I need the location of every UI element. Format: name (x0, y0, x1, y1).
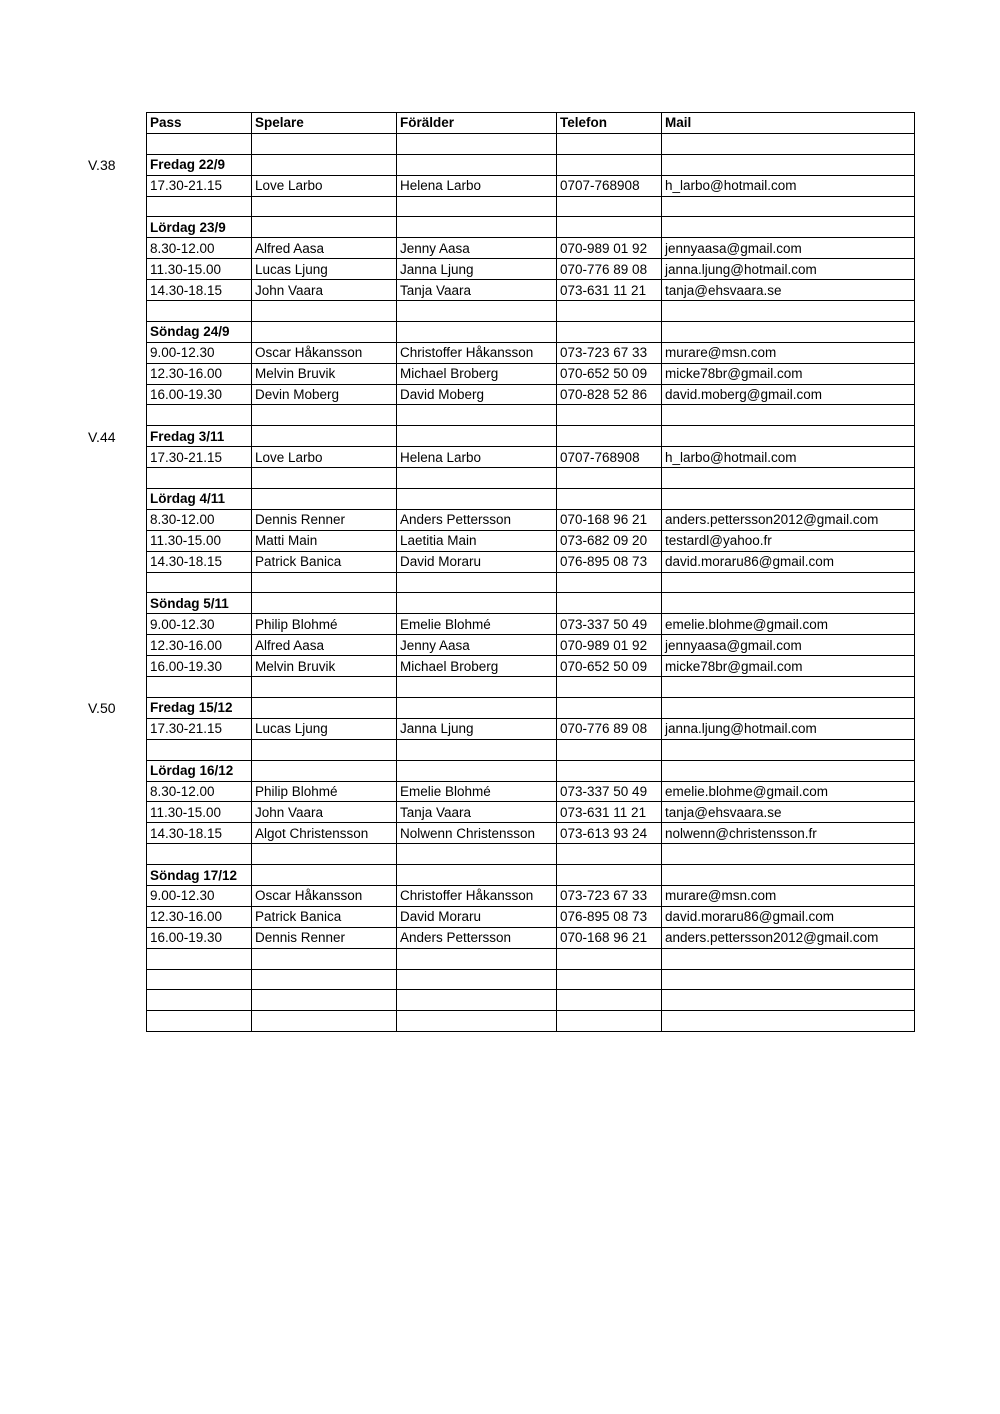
empty-cell (557, 321, 662, 342)
blank-row (147, 677, 915, 698)
cell-parent: Anders Pettersson (397, 509, 557, 530)
cell-player: Oscar Håkansson (252, 885, 397, 906)
cell-mail: david.moberg@gmail.com (662, 384, 915, 405)
cell-player: Devin Moberg (252, 384, 397, 405)
cell-phone: 073-337 50 49 (557, 781, 662, 802)
cell-pass: 12.30-16.00 (147, 906, 252, 927)
empty-cell (662, 426, 915, 447)
empty-cell (662, 572, 915, 593)
empty-cell (252, 865, 397, 886)
cell-parent: Jenny Aasa (397, 635, 557, 656)
empty-cell (397, 739, 557, 760)
cell-mail: janna.ljung@hotmail.com (662, 259, 915, 280)
cell-mail: anders.pettersson2012@gmail.com (662, 509, 915, 530)
week-label: V.44 (88, 428, 116, 445)
day-label: Lördag 4/11 (147, 489, 252, 510)
cell-player: Patrick Banica (252, 906, 397, 927)
empty-cell (662, 593, 915, 614)
empty-cell (662, 739, 915, 760)
cell-player: Love Larbo (252, 447, 397, 468)
week-label: V.50 (88, 700, 116, 717)
empty-cell (662, 1011, 915, 1032)
empty-cell (252, 321, 397, 342)
day-row (147, 865, 915, 886)
empty-cell (397, 865, 557, 886)
table-row (147, 384, 915, 405)
cell-phone: 0707-768908 (557, 447, 662, 468)
empty-cell (557, 1011, 662, 1032)
cell-parent: Anders Pettersson (397, 927, 557, 948)
cell-mail: nolwenn@christensson.fr (662, 823, 915, 844)
empty-cell (252, 154, 397, 175)
empty-cell (662, 405, 915, 426)
empty-cell (252, 593, 397, 614)
cell-player: John Vaara (252, 280, 397, 301)
week-label: V.38 (88, 156, 116, 173)
cell-phone: 073-723 67 33 (557, 885, 662, 906)
header-parent: Förälder (397, 113, 557, 134)
day-label: Fredag 3/11 (147, 426, 252, 447)
cell-player: Algot Christensson (252, 823, 397, 844)
empty-cell (147, 1011, 252, 1032)
empty-cell (147, 948, 252, 969)
cell-parent: David Moraru (397, 551, 557, 572)
cell-phone: 073-682 09 20 (557, 530, 662, 551)
cell-parent: Emelie Blohmé (397, 614, 557, 635)
cell-pass: 8.30-12.00 (147, 509, 252, 530)
day-row (147, 426, 915, 447)
table-row (147, 781, 915, 802)
empty-cell (662, 154, 915, 175)
day-row (147, 760, 915, 781)
table-row (147, 906, 915, 927)
empty-cell (397, 990, 557, 1011)
empty-cell (397, 969, 557, 990)
empty-cell (397, 217, 557, 238)
empty-cell (147, 677, 252, 698)
empty-cell (397, 133, 557, 154)
cell-parent: Jenny Aasa (397, 238, 557, 259)
cell-phone: 073-631 11 21 (557, 280, 662, 301)
empty-cell (662, 468, 915, 489)
table-row (147, 342, 915, 363)
table-row (147, 823, 915, 844)
empty-cell (557, 593, 662, 614)
cell-phone: 070-776 89 08 (557, 718, 662, 739)
empty-cell (252, 1011, 397, 1032)
cell-parent: David Moberg (397, 384, 557, 405)
cell-pass: 16.00-19.30 (147, 656, 252, 677)
empty-cell (252, 844, 397, 865)
table-row (147, 614, 915, 635)
empty-cell (397, 677, 557, 698)
empty-cell (147, 405, 252, 426)
cell-player: John Vaara (252, 802, 397, 823)
cell-player: Alfred Aasa (252, 238, 397, 259)
cell-phone: 070-828 52 86 (557, 384, 662, 405)
empty-cell (397, 760, 557, 781)
table-row (147, 718, 915, 739)
cell-phone: 070-168 96 21 (557, 927, 662, 948)
empty-cell (662, 133, 915, 154)
empty-cell (557, 154, 662, 175)
cell-player: Patrick Banica (252, 551, 397, 572)
cell-pass: 17.30-21.15 (147, 175, 252, 196)
blank-row (147, 301, 915, 322)
day-row (147, 489, 915, 510)
table-row (147, 175, 915, 196)
blank-row (147, 133, 915, 154)
empty-cell (397, 572, 557, 593)
table-row (147, 363, 915, 384)
cell-parent: Helena Larbo (397, 447, 557, 468)
table-row (147, 238, 915, 259)
cell-mail: tanja@ehsvaara.se (662, 802, 915, 823)
table-row (147, 509, 915, 530)
cell-phone: 076-895 08 73 (557, 906, 662, 927)
empty-cell (557, 426, 662, 447)
empty-cell (662, 489, 915, 510)
cell-phone: 070-989 01 92 (557, 238, 662, 259)
empty-cell (252, 301, 397, 322)
blank-row (147, 572, 915, 593)
table-row (147, 802, 915, 823)
blank-row (147, 405, 915, 426)
cell-parent: Janna Ljung (397, 259, 557, 280)
cell-mail: anders.pettersson2012@gmail.com (662, 927, 915, 948)
cell-phone: 073-631 11 21 (557, 802, 662, 823)
blank-row (147, 969, 915, 990)
cell-pass: 12.30-16.00 (147, 363, 252, 384)
empty-cell (397, 489, 557, 510)
empty-cell (662, 677, 915, 698)
cell-mail: murare@msn.com (662, 885, 915, 906)
header-mail: Mail (662, 113, 915, 134)
cell-mail: david.moraru86@gmail.com (662, 906, 915, 927)
cell-mail: h_larbo@hotmail.com (662, 175, 915, 196)
empty-cell (662, 321, 915, 342)
day-label: Söndag 5/11 (147, 593, 252, 614)
cell-parent: Emelie Blohmé (397, 781, 557, 802)
empty-cell (147, 969, 252, 990)
empty-cell (557, 405, 662, 426)
empty-cell (557, 133, 662, 154)
cell-pass: 9.00-12.30 (147, 342, 252, 363)
day-row (147, 321, 915, 342)
cell-mail: murare@msn.com (662, 342, 915, 363)
empty-cell (252, 196, 397, 217)
cell-pass: 17.30-21.15 (147, 447, 252, 468)
empty-cell (662, 196, 915, 217)
empty-cell (397, 196, 557, 217)
cell-pass: 9.00-12.30 (147, 885, 252, 906)
cell-pass: 11.30-15.00 (147, 802, 252, 823)
cell-pass: 8.30-12.00 (147, 238, 252, 259)
empty-cell (662, 844, 915, 865)
cell-player: Melvin Bruvik (252, 363, 397, 384)
empty-cell (147, 133, 252, 154)
cell-mail: jennyaasa@gmail.com (662, 635, 915, 656)
cell-phone: 070-652 50 09 (557, 656, 662, 677)
empty-cell (662, 865, 915, 886)
empty-cell (557, 489, 662, 510)
cell-mail: testardl@yahoo.fr (662, 530, 915, 551)
day-row (147, 697, 915, 718)
empty-cell (557, 969, 662, 990)
day-label: Söndag 17/12 (147, 865, 252, 886)
cell-pass: 14.30-18.15 (147, 823, 252, 844)
empty-cell (557, 739, 662, 760)
cell-mail: janna.ljung@hotmail.com (662, 718, 915, 739)
day-row (147, 154, 915, 175)
empty-cell (397, 468, 557, 489)
cell-mail: emelie.blohme@gmail.com (662, 614, 915, 635)
cell-parent: Laetitia Main (397, 530, 557, 551)
empty-cell (252, 489, 397, 510)
cell-parent: Christoffer Håkansson (397, 885, 557, 906)
cell-parent: Nolwenn Christensson (397, 823, 557, 844)
cell-phone: 0707-768908 (557, 175, 662, 196)
cell-parent: David Moraru (397, 906, 557, 927)
empty-cell (252, 677, 397, 698)
cell-pass: 16.00-19.30 (147, 927, 252, 948)
empty-cell (662, 760, 915, 781)
empty-cell (397, 697, 557, 718)
empty-cell (252, 426, 397, 447)
empty-cell (557, 301, 662, 322)
empty-cell (147, 739, 252, 760)
header-row (147, 113, 915, 134)
cell-player: Philip Blohmé (252, 781, 397, 802)
day-row (147, 217, 915, 238)
empty-cell (252, 468, 397, 489)
cell-player: Alfred Aasa (252, 635, 397, 656)
header-phone: Telefon (557, 113, 662, 134)
day-label: Fredag 22/9 (147, 154, 252, 175)
cell-pass: 11.30-15.00 (147, 530, 252, 551)
schedule-table (146, 112, 915, 1032)
cell-player: Dennis Renner (252, 509, 397, 530)
table-row (147, 635, 915, 656)
empty-cell (397, 405, 557, 426)
cell-parent: Christoffer Håkansson (397, 342, 557, 363)
header-pass: Pass (147, 113, 252, 134)
empty-cell (252, 405, 397, 426)
cell-phone: 073-613 93 24 (557, 823, 662, 844)
day-label: Fredag 15/12 (147, 697, 252, 718)
empty-cell (252, 572, 397, 593)
empty-cell (557, 865, 662, 886)
empty-cell (557, 572, 662, 593)
day-row (147, 593, 915, 614)
table-row (147, 447, 915, 468)
empty-cell (557, 697, 662, 718)
empty-cell (397, 844, 557, 865)
cell-phone: 070-168 96 21 (557, 509, 662, 530)
day-label: Lördag 16/12 (147, 760, 252, 781)
cell-pass: 9.00-12.30 (147, 614, 252, 635)
empty-cell (397, 1011, 557, 1032)
table-row (147, 280, 915, 301)
table-row (147, 259, 915, 280)
empty-cell (557, 760, 662, 781)
empty-cell (397, 593, 557, 614)
blank-row (147, 739, 915, 760)
empty-cell (147, 196, 252, 217)
cell-phone: 073-337 50 49 (557, 614, 662, 635)
cell-phone: 073-723 67 33 (557, 342, 662, 363)
table-row (147, 656, 915, 677)
cell-player: Philip Blohmé (252, 614, 397, 635)
cell-phone: 070-989 01 92 (557, 635, 662, 656)
empty-cell (252, 760, 397, 781)
empty-cell (557, 844, 662, 865)
empty-cell (147, 844, 252, 865)
day-label: Söndag 24/9 (147, 321, 252, 342)
cell-pass: 8.30-12.00 (147, 781, 252, 802)
table-row (147, 927, 915, 948)
cell-player: Oscar Håkansson (252, 342, 397, 363)
cell-parent: Janna Ljung (397, 718, 557, 739)
cell-mail: micke78br@gmail.com (662, 656, 915, 677)
empty-cell (397, 426, 557, 447)
empty-cell (252, 697, 397, 718)
cell-parent: Michael Broberg (397, 656, 557, 677)
empty-cell (147, 468, 252, 489)
blank-row (147, 948, 915, 969)
cell-mail: micke78br@gmail.com (662, 363, 915, 384)
cell-pass: 14.30-18.15 (147, 551, 252, 572)
cell-pass: 12.30-16.00 (147, 635, 252, 656)
blank-row (147, 1011, 915, 1032)
empty-cell (252, 133, 397, 154)
empty-cell (397, 321, 557, 342)
empty-cell (397, 301, 557, 322)
cell-player: Matti Main (252, 530, 397, 551)
blank-row (147, 990, 915, 1011)
empty-cell (147, 572, 252, 593)
cell-pass: 16.00-19.30 (147, 384, 252, 405)
empty-cell (252, 739, 397, 760)
cell-pass: 11.30-15.00 (147, 259, 252, 280)
cell-player: Melvin Bruvik (252, 656, 397, 677)
cell-mail: david.moraru86@gmail.com (662, 551, 915, 572)
empty-cell (147, 990, 252, 1011)
empty-cell (662, 990, 915, 1011)
table-row (147, 885, 915, 906)
empty-cell (397, 948, 557, 969)
cell-parent: Tanja Vaara (397, 802, 557, 823)
cell-mail: emelie.blohme@gmail.com (662, 781, 915, 802)
cell-pass: 17.30-21.15 (147, 718, 252, 739)
empty-cell (147, 301, 252, 322)
empty-cell (557, 217, 662, 238)
empty-cell (252, 217, 397, 238)
header-player: Spelare (252, 113, 397, 134)
empty-cell (252, 990, 397, 1011)
empty-cell (397, 154, 557, 175)
table-row (147, 530, 915, 551)
empty-cell (557, 468, 662, 489)
cell-phone: 070-652 50 09 (557, 363, 662, 384)
cell-mail: h_larbo@hotmail.com (662, 447, 915, 468)
empty-cell (662, 697, 915, 718)
empty-cell (662, 969, 915, 990)
cell-phone: 076-895 08 73 (557, 551, 662, 572)
cell-pass: 14.30-18.15 (147, 280, 252, 301)
cell-mail: tanja@ehsvaara.se (662, 280, 915, 301)
cell-player: Lucas Ljung (252, 259, 397, 280)
table-row (147, 551, 915, 572)
empty-cell (662, 301, 915, 322)
cell-player: Lucas Ljung (252, 718, 397, 739)
blank-row (147, 196, 915, 217)
empty-cell (252, 948, 397, 969)
cell-mail: jennyaasa@gmail.com (662, 238, 915, 259)
cell-phone: 070-776 89 08 (557, 259, 662, 280)
empty-cell (662, 948, 915, 969)
empty-cell (557, 990, 662, 1011)
blank-row (147, 844, 915, 865)
cell-parent: Michael Broberg (397, 363, 557, 384)
cell-player: Dennis Renner (252, 927, 397, 948)
empty-cell (557, 677, 662, 698)
empty-cell (557, 948, 662, 969)
blank-row (147, 468, 915, 489)
empty-cell (252, 969, 397, 990)
day-label: Lördag 23/9 (147, 217, 252, 238)
cell-parent: Tanja Vaara (397, 280, 557, 301)
empty-cell (557, 196, 662, 217)
cell-player: Love Larbo (252, 175, 397, 196)
empty-cell (662, 217, 915, 238)
cell-parent: Helena Larbo (397, 175, 557, 196)
